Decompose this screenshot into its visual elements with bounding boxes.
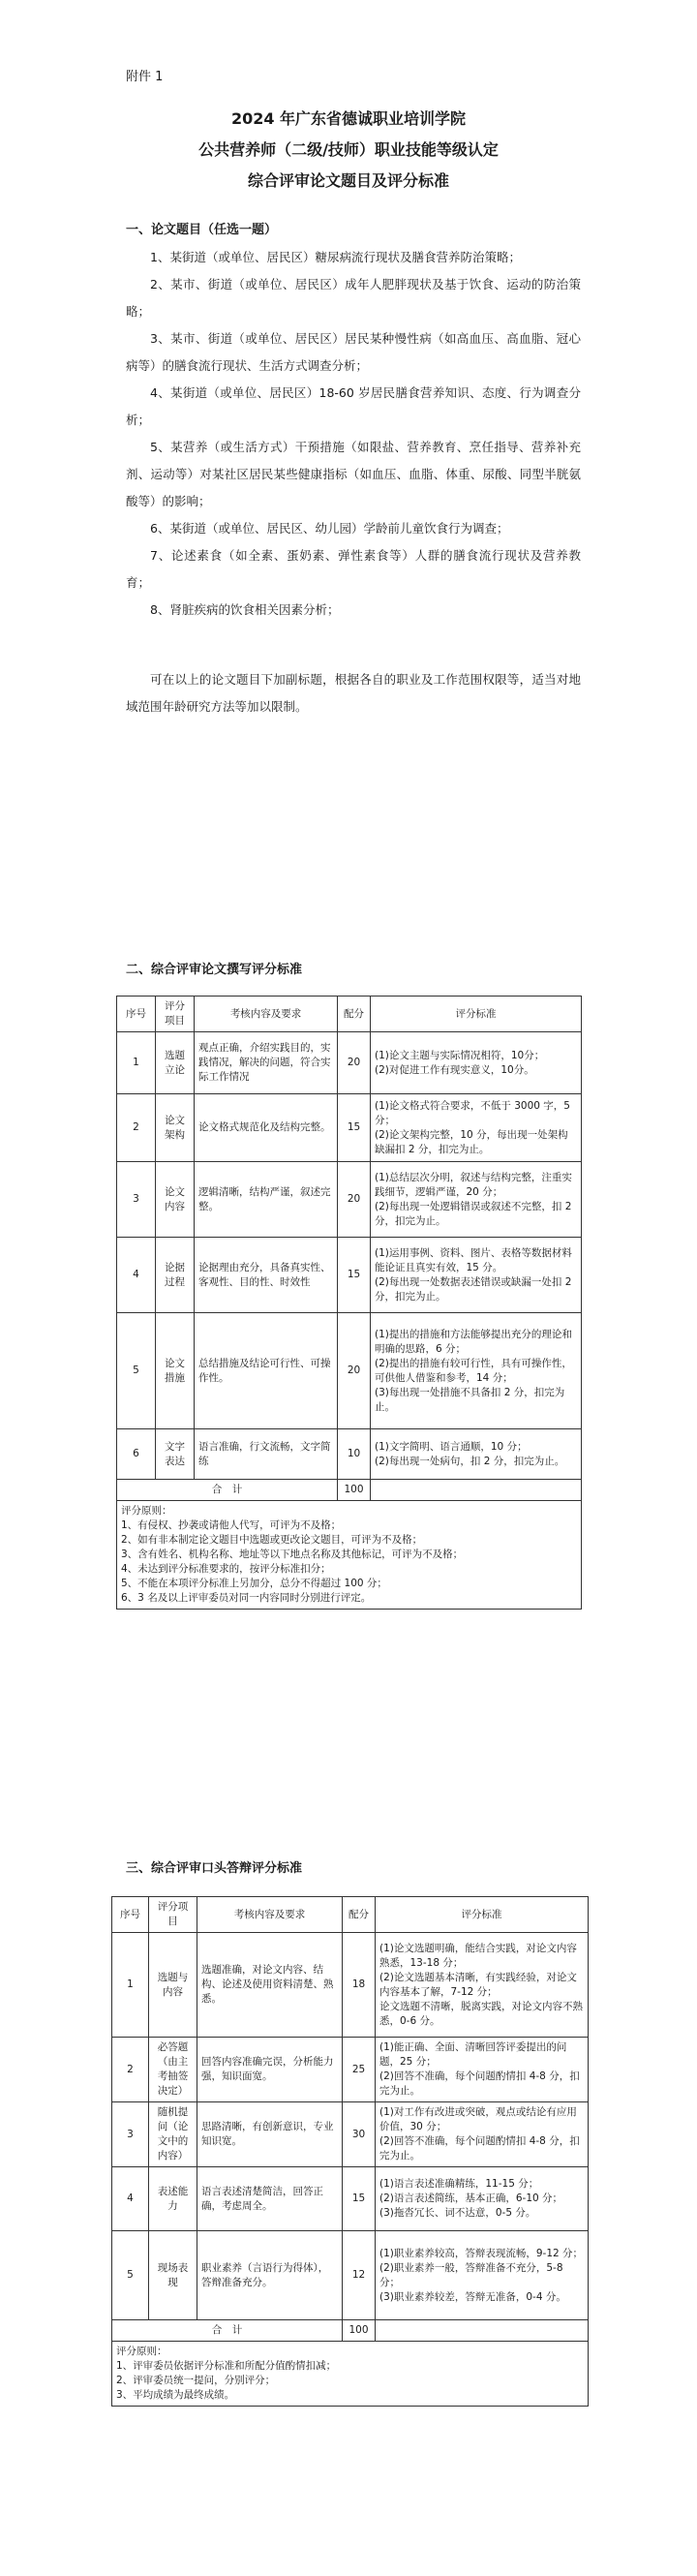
- row-criteria: (1)论文选题明确，能结合实践，对论文内容熟悉，13-18 分； (2)论文选题基本清晰，有实践经验，对论文内容基本了解，7-12 分； 论文选题不清晰，脱离实践，对论文内容不熟悉，0-6 分。: [376, 1933, 589, 2038]
- table-header-row: [117, 997, 582, 1032]
- row-score: 20: [338, 1032, 371, 1094]
- col-header: 配分: [343, 1897, 376, 1933]
- col-header: 评分项目: [156, 997, 195, 1032]
- row-number: 5: [117, 1313, 156, 1429]
- total-label: 合 计: [112, 2320, 343, 2342]
- row-item: 论文措施: [156, 1313, 195, 1429]
- row-content: 回答内容准确完误，分析能力强，知识面宽。: [197, 2038, 343, 2102]
- essay-scoring-table: [116, 996, 582, 1610]
- topic-list: [126, 244, 581, 721]
- row-number: 5: [112, 2231, 149, 2320]
- row-score: 20: [338, 1313, 371, 1429]
- row-content: 语言准确，行文流畅，文字简练: [195, 1429, 338, 1480]
- row-item: 文字表达: [156, 1429, 195, 1480]
- topic-item: 2、某市、街道（或单位、居民区）成年人肥胖现状及基于饮食、运动的防治策略；: [126, 277, 581, 319]
- title-line-1: 2024 年广东省德诚职业培训学院: [230, 109, 467, 128]
- table-row: [112, 1933, 589, 2038]
- row-content: 职业素养（言语行为得体），答辩准备充分。: [197, 2231, 343, 2320]
- col-header: 序号: [112, 1897, 149, 1933]
- row-criteria: (1)职业素养较高，答辩表现流畅，9-12 分； (2)职业素养一般，答辩准备不充分，5-8 分； (3)职业素养较差，答辩无准备，0-4 分。: [376, 2231, 589, 2320]
- section2-heading: 二、综合评审论文撰写评分标准: [126, 963, 303, 977]
- col-header: 考核内容及要求: [197, 1897, 343, 1933]
- title-line-3: 综合评审论文题目及评分标准: [247, 171, 449, 190]
- row-number: 1: [112, 1933, 149, 2038]
- row-score: 30: [343, 2102, 376, 2167]
- topic-item: 3、某市、街道（或单位、居民区）居民某种慢性病（如高血压、高血脂、冠心病等）的膳食流行现状、生活方式调查分析；: [126, 331, 581, 373]
- table-row: [112, 2102, 589, 2167]
- row-content: 逻辑清晰，结构严谨，叙述完整。: [195, 1162, 338, 1238]
- col-header: 序号: [117, 997, 156, 1032]
- row-number: 2: [112, 2038, 149, 2102]
- row-item: 表述能力: [149, 2167, 197, 2231]
- topic-note: 可在以上的论文题目下加副标题，根据各自的职业及工作范围权限等，适当对地域范围年龄研究方法等加以限制。: [126, 672, 581, 714]
- topic-item: 7、论述素食（如全素、蛋奶素、弹性素食等）人群的膳食流行现状及营养教育；: [126, 548, 581, 590]
- attachment-label: 附件 1: [126, 70, 164, 84]
- row-criteria: (1)文字简明、语言通顺，10 分； (2)每出现一处病句，扣 2 分，扣完为止。: [371, 1429, 582, 1480]
- row-item: 必答题（由主考抽签决定）: [149, 2038, 197, 2102]
- row-score: 18: [343, 1933, 376, 2038]
- row-number: 4: [117, 1238, 156, 1313]
- total-label: 合 计: [117, 1480, 338, 1501]
- table-row: [117, 1094, 582, 1162]
- row-criteria: (1)提出的措施和方法能够提出充分的理论和明确的思路，6 分； (2)提出的措施有较可行性，具有可操作性，可供他人借鉴和参考，14 分； (3)每出现一处措施不具备扣 2 分，扣完为止。: [371, 1313, 582, 1429]
- col-header: 评分项目: [149, 1897, 197, 1933]
- row-content: 语言表述清楚简洁，回答正确，考虑周全。: [197, 2167, 343, 2231]
- row-content: 总结措施及结论可行性、可操作性。: [195, 1313, 338, 1429]
- row-criteria: (1)总结层次分明，叙述与结构完整，注重实践细节，逻辑严谨，20 分； (2)每出现一处逻辑错误或叙述不完整，扣 2 分，扣完为止。: [371, 1162, 582, 1238]
- row-criteria: (1)运用事例、资料、图片、表格等数据材料能论证且真实有效，15 分。 (2)每出现一处数据表述错误或缺漏一处扣 2 分，扣完为止。: [371, 1238, 582, 1313]
- topic-item: 8、肾脏疾病的饮食相关因素分析；: [150, 602, 340, 617]
- row-item: 选题与内容: [149, 1933, 197, 2038]
- defense-scoring-table: [111, 1896, 589, 2407]
- row-number: 2: [117, 1094, 156, 1162]
- row-number: 6: [117, 1429, 156, 1480]
- topic-item: 1、某街道（或单位、居民区）糖尿病流行现状及膳食营养防治策略；: [150, 250, 521, 264]
- col-header: 考核内容及要求: [195, 997, 338, 1032]
- row-content: 论据理由充分，具备真实性、客观性、目的性、时效性: [195, 1238, 338, 1313]
- scoring-notes: 评分原则： 1、有侵权、抄袭或请他人代写，可评为不及格； 2、如有非本制定论文题目中选题或更改论文题目，可评为不及格； 3、含有姓名、机构名称、地址等以下地点名称及其他标记，可评为不及格； 4、未达到评分标准要求的，按评分标准扣分； 5、不能在本项评分标准上另加分，总分不得超过 100 分； 6、3 名及以上评审委员对同一内容同时分别进行评定。: [117, 1501, 582, 1610]
- col-header: 评分标准: [371, 997, 582, 1032]
- row-number: 4: [112, 2167, 149, 2231]
- row-criteria: (1)能正确、全面、清晰回答评委提出的问题，25 分； (2)回答不准确，每个问题酌情扣 4-8 分，扣完为止。: [376, 2038, 589, 2102]
- row-number: 3: [112, 2102, 149, 2167]
- total-row: [117, 1480, 582, 1501]
- topic-item: 4、某街道（或单位、居民区）18-60 岁居民膳食营养知识、态度、行为调查分析；: [126, 385, 581, 427]
- row-item: 现场表现: [149, 2231, 197, 2320]
- notes-row: [117, 1501, 582, 1610]
- row-content: 论文格式规范化及结构完整。: [195, 1094, 338, 1162]
- row-score: 15: [343, 2167, 376, 2231]
- row-number: 3: [117, 1162, 156, 1238]
- total-row: [112, 2320, 589, 2342]
- row-number: 1: [117, 1032, 156, 1094]
- section3-heading: 三、综合评审口头答辩评分标准: [126, 1861, 303, 1876]
- row-content: 观点正确，介绍实践目的，实践情况，解决的问题，符合实际工作情况: [195, 1032, 338, 1094]
- notes-row: [112, 2342, 589, 2407]
- table-header-row: [112, 1897, 589, 1933]
- row-content: 思路清晰，有创新意识，专业知识宽。: [197, 2102, 343, 2167]
- table-row: [112, 2231, 589, 2320]
- row-content: 选题准确，对论文内容、结构、论述及使用资料清楚、熟悉。: [197, 1933, 343, 2038]
- row-criteria: (1)对工作有改进或突破，观点或结论有应用价值，30 分； (2)回答不准确，每个问题酌情扣 4-8 分，扣完为止。: [376, 2102, 589, 2167]
- total-score: 100: [343, 2320, 376, 2342]
- col-header: 评分标准: [376, 1897, 589, 1933]
- row-item: 选题立论: [156, 1032, 195, 1094]
- row-score: 25: [343, 2038, 376, 2102]
- row-score: 10: [338, 1429, 371, 1480]
- row-criteria: (1)论文格式符合要求，不低于 3000 字，5 分； (2)论文架构完整，10 分，每出现一处架构缺漏扣 2 分，扣完为止。: [371, 1094, 582, 1162]
- topic-item: 5、某营养（或生活方式）干预措施（如限盐、营养教育、烹任指导、营养补充剂、运动等）对某社区居民某些健康指标（如血压、血脂、体重、尿酸、同型半胱氨酸等）的影响；: [126, 440, 581, 508]
- table-row: [117, 1313, 582, 1429]
- row-item: 随机提问（论文中的内容）: [149, 2102, 197, 2167]
- row-item: 论据过程: [156, 1238, 195, 1313]
- table-row: [117, 1238, 582, 1313]
- table-row: [112, 2038, 589, 2102]
- table-row: [117, 1032, 582, 1094]
- title-line-2: 公共营养师（二级/技师）职业技能等级认定: [198, 140, 499, 159]
- row-score: 20: [338, 1162, 371, 1238]
- col-header: 配分: [338, 997, 371, 1032]
- row-criteria: (1)论文主题与实际情况相符，10分； (2)对促进工作有现实意义，10分。: [371, 1032, 582, 1094]
- row-item: 论文内容: [156, 1162, 195, 1238]
- row-score: 12: [343, 2231, 376, 2320]
- row-criteria: (1)语言表述准确精练，11-15 分； (2)语言表述简练，基本正确，6-10 分； (3)拖沓冗长、词不达意，0-5 分。: [376, 2167, 589, 2231]
- row-item: 论文架构: [156, 1094, 195, 1162]
- scoring-notes: 评分原则： 1、评审委员依据评分标准和所配分值酌情扣减； 2、评审委员统一提问，分别评分； 3、平均成绩为最终成绩。: [112, 2342, 589, 2407]
- table-row: [117, 1162, 582, 1238]
- section1-heading: 一、论文题目（任选一题）: [126, 223, 278, 237]
- total-score: 100: [338, 1480, 371, 1501]
- table-row: [112, 2167, 589, 2231]
- row-score: 15: [338, 1094, 371, 1162]
- row-score: 15: [338, 1238, 371, 1313]
- topic-item: 6、某街道（或单位、居民区、幼儿园）学龄前儿童饮食行为调查；: [150, 521, 509, 536]
- table-row: [117, 1429, 582, 1480]
